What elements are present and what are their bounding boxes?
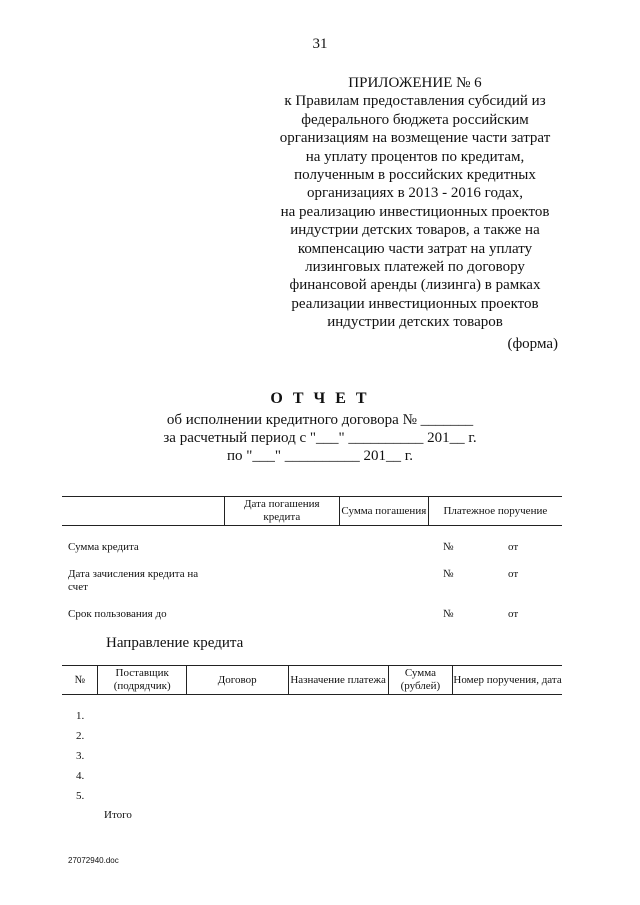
list-item: 2. [76, 730, 85, 742]
appendix-line: финансовой аренды (лизинга) в рамках [289, 277, 541, 294]
total-label: Итого [104, 809, 132, 821]
list-item: 3. [76, 750, 85, 762]
page-number: 31 [312, 36, 328, 52]
appendix-line: организациям на возмещение части затрат [279, 130, 551, 147]
header-contract: Договор [186, 666, 288, 695]
report-period-to: по "___" __________ 201__ г. [227, 448, 413, 464]
report-period-from: за расчетный период с "___" __________ 201__ г. [163, 430, 477, 446]
form-label: (форма) [507, 336, 558, 352]
appendix-line: организациях в 2013 - 2016 годах, [306, 185, 524, 202]
appendix-line: на реализацию инвестиционных проектов [280, 203, 550, 220]
appendix-block [250, 74, 580, 332]
appendix-line: индустрии детских товаров [327, 314, 503, 331]
row-credit-term-from: от [508, 608, 519, 620]
report-contract-line: об исполнении кредитного договора № _______ [166, 412, 474, 428]
header-purpose: Назначение платежа [288, 666, 388, 695]
row-credit-sum-from: от [508, 541, 519, 553]
header-repayment-sum: Сумма погашения [340, 497, 429, 526]
row-credit-term: Срок пользования до [68, 608, 167, 620]
row-credit-sum: Сумма кредита [68, 541, 139, 553]
header-supplier: Поставщик (подрядчик) [98, 666, 186, 695]
row-credit-date: Дата зачисления кредита на счет [68, 568, 199, 593]
header-number: № [62, 666, 98, 695]
header-payment-order: Платежное поручение [428, 497, 562, 526]
direction-table [62, 665, 562, 695]
list-item: 4. [76, 770, 85, 782]
header-order-number: Номер поручения, дата [453, 666, 562, 695]
direction-table-header [62, 666, 562, 695]
credit-table [62, 496, 562, 526]
report-title: О Т Ч Е Т [270, 390, 370, 407]
appendix-line: компенсацию части затрат на уплату [297, 240, 533, 257]
list-item: 5. [76, 790, 85, 802]
row-credit-date-from: от [508, 568, 519, 580]
appendix-line: федерального бюджета российским [301, 111, 529, 128]
row-credit-date-num: № [443, 568, 454, 580]
appendix-line: на уплату процентов по кредитам, [305, 148, 525, 165]
appendix-line: к Правилам предоставления субсидий из [284, 93, 546, 110]
appendix-line: реализации инвестиционных проектов [291, 295, 539, 312]
direction-heading: Направление кредита [106, 635, 244, 651]
appendix-heading: ПРИЛОЖЕНИЕ № 6 [348, 75, 482, 91]
appendix-line: индустрии детских товаров, а также на [290, 222, 540, 239]
appendix-line: полученным в российских кредитных [294, 167, 536, 184]
row-credit-term-num: № [443, 608, 454, 620]
header-sum: Сумма (рублей) [388, 666, 453, 695]
header-repayment-date: Дата погашения кредита [224, 497, 339, 526]
footer-code: 27072940.doc [68, 856, 119, 865]
appendix-line: лизинговых платежей по договору [305, 259, 525, 276]
list-item: 1. [76, 710, 85, 722]
credit-table-header [62, 497, 562, 526]
row-credit-sum-num: № [443, 541, 454, 553]
